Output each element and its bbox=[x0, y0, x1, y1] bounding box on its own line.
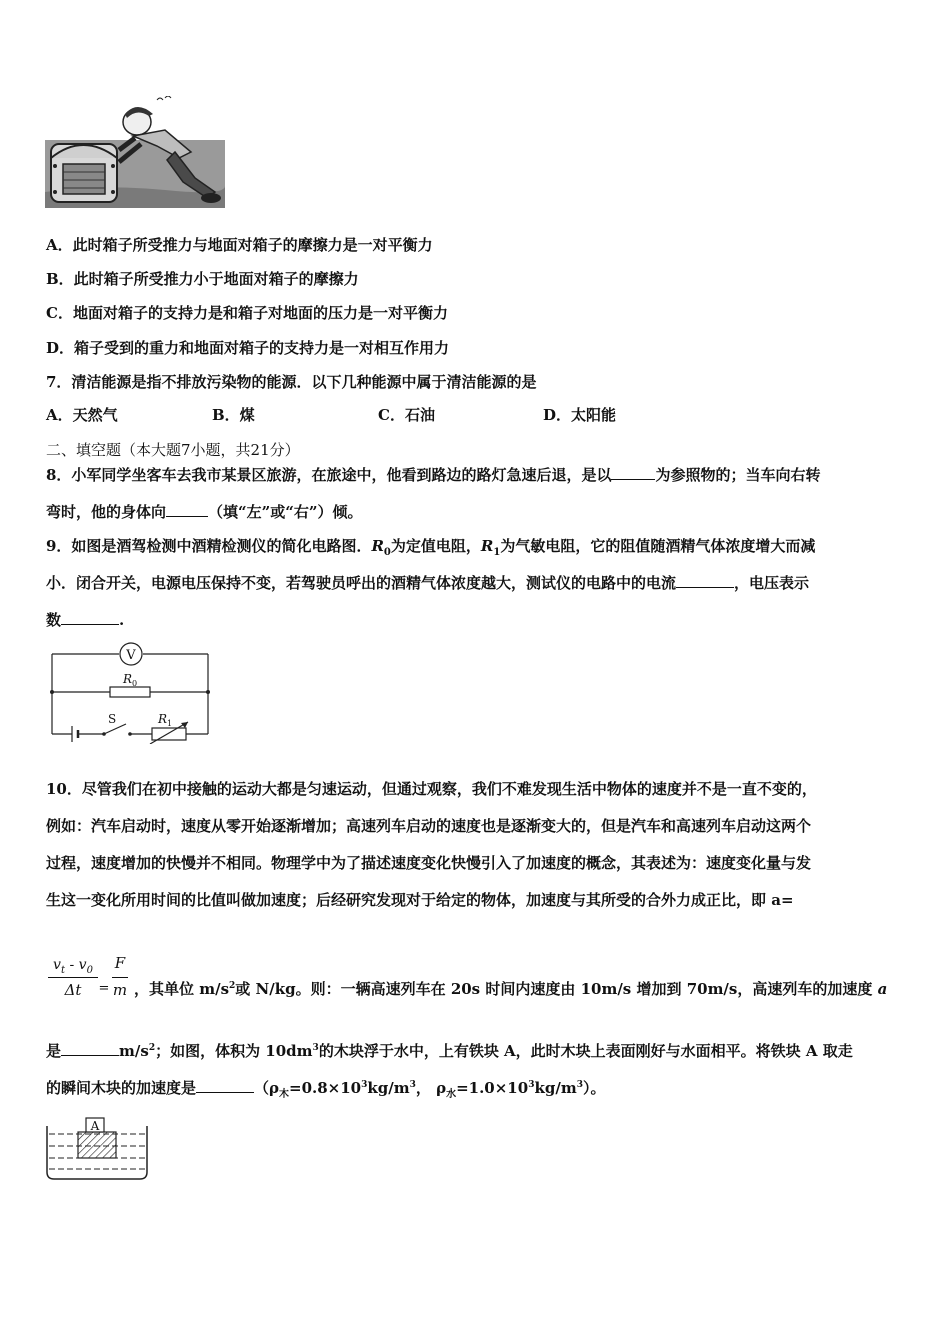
wood-block-shape bbox=[78, 1132, 116, 1158]
formula-a-variable: a bbox=[877, 980, 888, 998]
q10-line-4: 生这一变化所用时间的比值叫做加速度；后经研究发现对于给定的物体，加速度与其所受的合外力成正比，即 a= bbox=[46, 891, 794, 909]
q10-sub-1: 木 bbox=[279, 1089, 289, 1100]
formula-v0: v bbox=[78, 957, 87, 973]
q10-sup-6: 3 bbox=[576, 1080, 583, 1090]
floating-block-figure bbox=[44, 1110, 150, 1182]
q10-sub-2: 水 bbox=[446, 1089, 457, 1100]
q9-text-d: 小．闭合开关，电源电压保持不变，若驾驶员呼出的酒精气体浓度越大，测试仪的电路中的电流 bbox=[46, 574, 677, 592]
q9-r0-subscript: 0 bbox=[383, 547, 391, 558]
q7-option-a: A．天然气 bbox=[46, 406, 118, 424]
q6-option-d: D．箱子受到的重力和地面对箱子的支持力是一对相互作用力 bbox=[46, 339, 450, 357]
formula-minus: - bbox=[69, 957, 75, 973]
q10-sup-5: 3 bbox=[528, 1080, 535, 1090]
q8-text-d: （填“左”或“右”）倾。 bbox=[208, 503, 363, 521]
formula-numerator-2: F bbox=[114, 954, 126, 972]
chest-shape bbox=[51, 144, 117, 202]
formula-v0-sub: 0 bbox=[86, 964, 93, 976]
q10-line-2: 例如：汽车启动时，速度从零开始逐渐增加；高速列车启动的速度也是逐渐变大的，但是汽车和高速列车启动这两个 bbox=[46, 817, 812, 835]
q10-sup-4: 3 bbox=[409, 1080, 416, 1090]
q6-option-c: C．地面对箱子的支持力是和箱子对地面的压力是一对平衡力 bbox=[46, 304, 448, 322]
q7-option-b: B．煤 bbox=[212, 406, 255, 424]
resistor-r1-shape bbox=[152, 728, 186, 740]
q10-formula-line bbox=[46, 952, 906, 1000]
voltmeter-label: V bbox=[126, 648, 136, 663]
q7-option-c: C．石油 bbox=[378, 406, 435, 424]
formula-rest-sup: 2 bbox=[229, 981, 236, 991]
q10-text-h: kg/m bbox=[367, 1079, 410, 1097]
formula-rest-text bbox=[134, 979, 887, 999]
q8-text-c: 弯时，他的身体向 bbox=[46, 503, 167, 521]
q9-blank-1[interactable] bbox=[676, 573, 734, 588]
formula-denominator-2: m bbox=[112, 981, 128, 999]
q9-r0-symbol: R bbox=[371, 537, 384, 555]
q10-line-1: 10．尽管我们在初中接触的运动大都是匀速运动，但通过观察，我们不难发现生活中物体的速度并不是一直不变的， bbox=[46, 780, 817, 798]
r0-label-subscript: 0 bbox=[132, 679, 138, 688]
q10-line-3: 过程，速度增加的快慢并不相同。物理学中为了描述速度变化快慢引入了加速度的概念，其表述为：速度变化量与发 bbox=[46, 854, 812, 872]
r1-label-subscript: 1 bbox=[167, 719, 173, 728]
formula-equals: = bbox=[98, 981, 110, 996]
q9-r1-subscript: 1 bbox=[493, 547, 501, 558]
q8-blank-1[interactable] bbox=[611, 465, 655, 480]
alcohol-tester-circuit-diagram bbox=[46, 642, 214, 744]
q9-line-1 bbox=[46, 536, 815, 556]
q9-line-2 bbox=[46, 573, 809, 593]
q9-r1-symbol: R bbox=[480, 537, 494, 555]
q9-line-3 bbox=[46, 610, 124, 630]
q9-text-c: 为气敏电阻，它的阻值随酒精气体浓度增大而减 bbox=[500, 537, 816, 555]
formula-denominator-1: Δt bbox=[64, 981, 82, 999]
q10-text-l: ）。 bbox=[582, 1079, 606, 1097]
formula-fraction-bar-2 bbox=[112, 977, 128, 978]
q9-text-g: . bbox=[119, 611, 125, 629]
q8-text-b: 为参照物的；当车向右转 bbox=[655, 466, 821, 484]
section-2-title: 二、填空题（本大题7小题，共21分） bbox=[46, 441, 300, 459]
q9-blank-2[interactable] bbox=[61, 610, 119, 625]
q10-text-f: （ρ bbox=[254, 1079, 279, 1097]
formula-rest-b: 或 N/kg。则：一辆高速列车在 20s 时间内速度由 10m/s 增加到 70m/s，高速列车的加速度 bbox=[235, 980, 873, 998]
boy-pushing-box-figure bbox=[45, 96, 225, 208]
q10-line-6 bbox=[46, 1041, 853, 1061]
q7-stem: 7．清洁能源是指不排放污染物的能源．以下几种能源中属于清洁能源的是 bbox=[46, 373, 537, 391]
q10-text-e: 的瞬间木块的加速度是 bbox=[46, 1079, 197, 1097]
q8-blank-2[interactable] bbox=[166, 502, 208, 517]
q8-line-2 bbox=[46, 502, 363, 522]
r0-label: R bbox=[123, 672, 133, 686]
q10-text-a: 是 bbox=[46, 1042, 62, 1060]
q10-blank-2[interactable] bbox=[196, 1078, 254, 1093]
q9-text-e: ，电压表示 bbox=[734, 574, 810, 592]
q9-text-f: 数 bbox=[46, 611, 62, 629]
q10-sup-3: 3 bbox=[361, 1080, 368, 1090]
formula-vt: v bbox=[53, 957, 61, 973]
q8-text-a: 8．小军同学坐客车去我市某景区旅游，在旅途中，他看到路边的路灯急速后退，是以 bbox=[46, 466, 612, 484]
q7-option-d: D．太阳能 bbox=[543, 406, 617, 424]
q6-option-b: B．此时箱子所受推力小于地面对箱子的摩擦力 bbox=[46, 270, 359, 288]
q10-sup-2: 3 bbox=[312, 1043, 319, 1053]
q10-text-i: ， ρ bbox=[415, 1079, 447, 1097]
q6-option-a: A．此时箱子所受推力与地面对箱子的摩擦力是一对平衡力 bbox=[46, 236, 433, 254]
formula-rest-a: ，其单位 m/s bbox=[134, 980, 230, 998]
q9-text-a: 9．如图是酒驾检测中酒精检测仪的简化电路图． bbox=[46, 537, 372, 555]
q10-text-c: ；如图，体积为 10dm bbox=[155, 1042, 313, 1060]
formula-fraction-bar-1 bbox=[48, 977, 98, 978]
q10-line-7 bbox=[46, 1078, 605, 1098]
formula-vt-sub: t bbox=[60, 964, 65, 976]
q10-text-k: kg/m bbox=[534, 1079, 577, 1097]
q10-text-j: =1.0×10 bbox=[456, 1079, 529, 1097]
iron-block-label: A bbox=[90, 1119, 100, 1133]
q10-text-b: m/s bbox=[119, 1042, 149, 1060]
q10-blank-1[interactable] bbox=[61, 1041, 119, 1056]
resistor-r0-shape bbox=[110, 687, 150, 697]
q10-sup-1: 2 bbox=[148, 1043, 156, 1053]
q10-text-g: =0.8×10 bbox=[289, 1079, 362, 1097]
r1-label: R bbox=[158, 712, 168, 726]
formula-numerator-1 bbox=[48, 956, 98, 974]
switch-label: S bbox=[108, 712, 117, 726]
q8-line-1 bbox=[46, 465, 820, 485]
q10-text-d: 的木块浮于水中，上有铁块 A，此时木块上表面刚好与水面相平。将铁块 A 取走 bbox=[318, 1042, 853, 1060]
q9-text-b: 为定值电阻， bbox=[390, 537, 481, 555]
